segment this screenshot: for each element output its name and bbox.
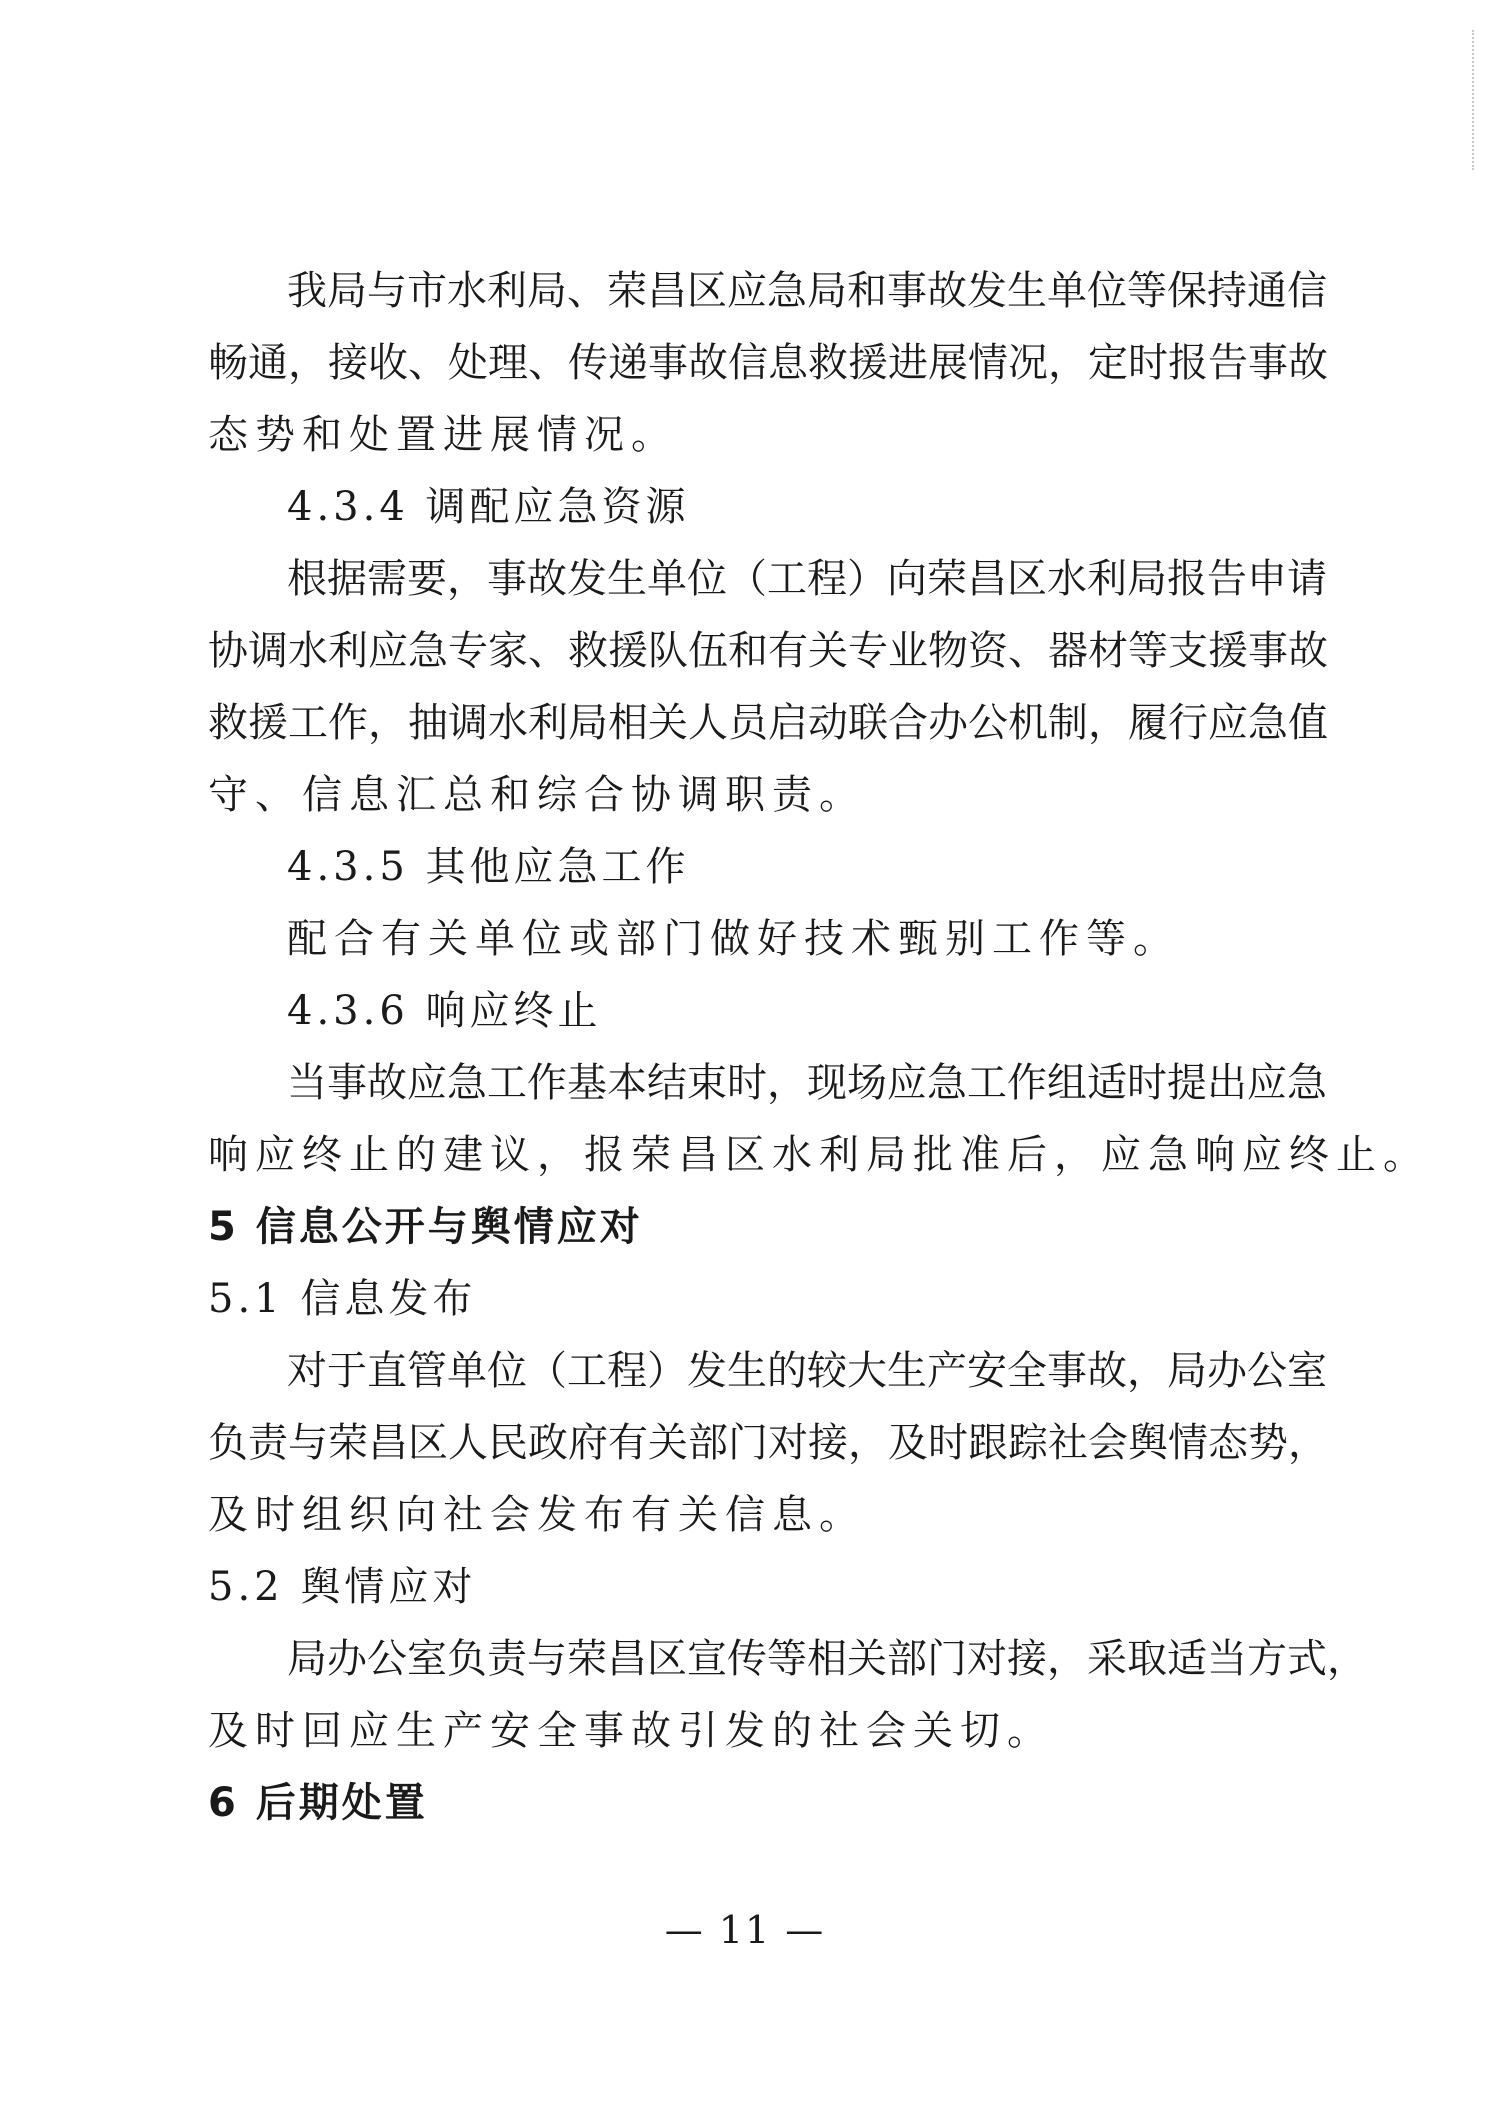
subsection-heading: 5.1 信息发布 [208, 1276, 477, 1322]
subsection-heading: 4.3.5 其他应急工作 [287, 844, 690, 890]
section-heading: 6 后期处置 [208, 1780, 428, 1826]
subsection-heading: 4.3.4 调配应急资源 [287, 484, 690, 530]
paragraph-line: 局办公室负责与荣昌区宣传等相关部门对接，采取适当方式， [287, 1636, 1367, 1682]
paragraph-line: 我局与市水利局、荣昌区应急局和事故发生单位等保持通信 [287, 268, 1327, 314]
subsection-heading: 4.3.6 响应终止 [287, 988, 602, 1034]
paragraph-line: 当事故应急工作基本结束时，现场应急工作组适时提出应急 [287, 1060, 1327, 1106]
paragraph-line: 及时组织向社会发布有关信息。 [208, 1492, 866, 1538]
paragraph-line: 负责与荣昌区人民政府有关部门对接，及时跟踪社会舆情态势， [208, 1420, 1328, 1466]
page-number: — 11 — [664, 1908, 826, 1952]
paragraph-line: 根据需要，事故发生单位（工程）向荣昌区水利局报告申请 [287, 556, 1327, 602]
paragraph-line: 守、信息汇总和综合协调职责。 [208, 772, 866, 818]
scan-edge-mark [1472, 30, 1476, 170]
paragraph-line: 及时回应生产安全事故引发的社会关切。 [208, 1708, 1054, 1754]
paragraph-line: 协调水利应急专家、救援队伍和有关专业物资、器材等支援事故 [208, 628, 1328, 674]
paragraph-line: 救援工作，抽调水利局相关人员启动联合办公机制，履行应急值 [208, 700, 1328, 746]
paragraph-line: 对于直管单位（工程）发生的较大生产安全事故，局办公室 [287, 1348, 1327, 1394]
paragraph-line: 畅通，接收、处理、传递事故信息救援进展情况，定时报告事故 [208, 340, 1328, 386]
subsection-heading: 5.2 舆情应对 [208, 1564, 477, 1610]
paragraph-line: 配合有关单位或部门做好技术甄别工作等。 [287, 916, 1180, 962]
section-heading: 5 信息公开与舆情应对 [208, 1204, 643, 1250]
paragraph-line: 响应终止的建议，报荣昌区水利局批准后，应急响应终止。 [208, 1132, 1430, 1178]
paragraph-line: 态势和处置进展情况。 [208, 412, 678, 458]
